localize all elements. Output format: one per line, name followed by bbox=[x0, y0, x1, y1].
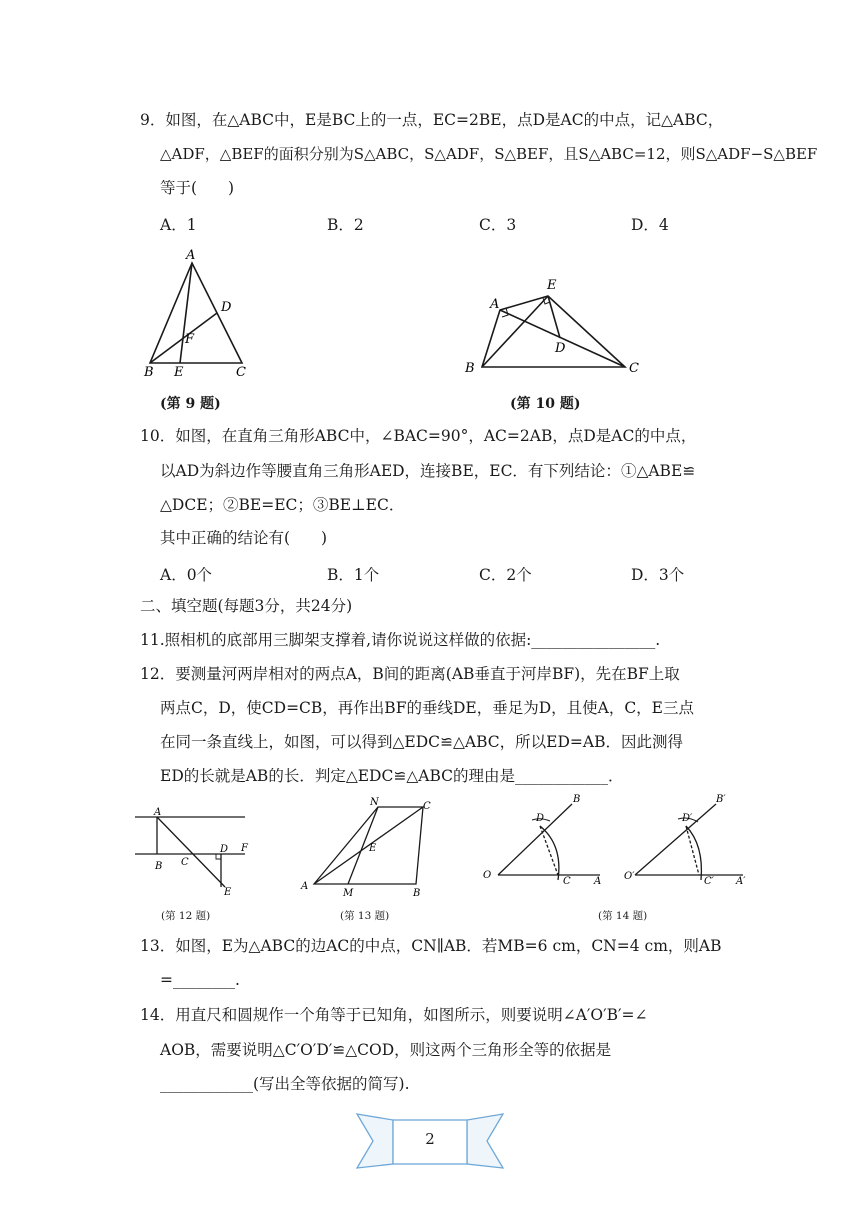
fig10-label-c: C bbox=[629, 361, 639, 376]
fig13-label-a: A bbox=[301, 881, 309, 892]
fig14-label-a-prime: A′ bbox=[736, 876, 746, 887]
fig12-label-d: D bbox=[220, 844, 229, 855]
q9-line2: △ADF，△BEF的面积分别为S△ABC，S△ADF，S△BEF，且S△ABC=12，则S△ADF−S△BEF bbox=[160, 145, 818, 163]
q9-option-d: D．4 bbox=[631, 216, 669, 234]
fig12-caption: (第 12 题) bbox=[161, 910, 211, 922]
q10-option-a: A．0个 bbox=[160, 566, 213, 584]
q9-option-b: B．2 bbox=[327, 216, 364, 234]
q10-option-c: C．2个 bbox=[479, 566, 532, 584]
figure-9 bbox=[140, 245, 260, 380]
fig13-label-e: E bbox=[369, 843, 377, 854]
fig14-label-a: A bbox=[594, 876, 602, 887]
fig10-label-e: E bbox=[547, 278, 557, 293]
q9-option-a: A．1 bbox=[160, 216, 197, 234]
fig14-label-o-prime: O′ bbox=[624, 871, 635, 882]
fig14-caption: (第 14 题) bbox=[598, 910, 648, 922]
fig12-label-f: F bbox=[241, 843, 248, 854]
fig12-label-e: E bbox=[224, 887, 232, 898]
q9-line3: 等于( ) bbox=[160, 179, 235, 197]
fig12-label-b: B bbox=[155, 861, 163, 872]
fig13-label-b: B bbox=[413, 888, 421, 899]
q14-line3: ____________(写出全等依据的简写). bbox=[160, 1075, 410, 1093]
fig9-label-e: E bbox=[174, 365, 184, 380]
fig9-label-f: F bbox=[185, 332, 195, 347]
fig13-label-m: M bbox=[343, 888, 354, 899]
fig9-label-d: D bbox=[221, 300, 232, 315]
q10-line3: △DCE；②BE=EC；③BE⊥EC． bbox=[160, 496, 405, 514]
fig13-label-n: N bbox=[370, 797, 379, 808]
fig10-label-d: D bbox=[555, 341, 566, 356]
fig9-caption: (第 9 题) bbox=[160, 396, 221, 412]
q9-option-c: C．3 bbox=[479, 216, 517, 234]
q14-line2: AOB，需要说明△C′O′D′≌△COD，则这两个三角形全等的依据是 bbox=[160, 1041, 612, 1059]
figure-13 bbox=[295, 795, 440, 900]
q12-line2: 两点C，D，使CD=CB，再作出BF的垂线DE，垂足为D，且使A，C，E三点 bbox=[160, 699, 694, 717]
fig10-caption: (第 10 题) bbox=[510, 396, 581, 412]
q10-option-d: D．3个 bbox=[631, 566, 685, 584]
q12-line4: ED的长就是AB的长．判定△EDC≌△ABC的理由是____________． bbox=[160, 767, 624, 785]
fig14-label-d-prime: D′ bbox=[682, 813, 693, 824]
q10-line2: 以AD为斜边作等腰直角三角形AED，连接BE，EC．有下列结论：①△ABE≌ bbox=[160, 462, 696, 480]
q10-option-b: B．1个 bbox=[327, 566, 380, 584]
q13-line1: 13．如图，E为△ABC的边AC的中点，CN∥AB．若MB=6 cm，CN=4 cm，则AB bbox=[140, 937, 722, 955]
figure-10 bbox=[460, 272, 650, 380]
q11-line: 11.照相机的底部用三脚架支撑着,请你说说这样做的依据:________________. bbox=[140, 631, 661, 649]
fig12-label-a: A bbox=[154, 807, 162, 818]
fig9-label-b: B bbox=[144, 365, 154, 380]
q10-line4: 其中正确的结论有( ) bbox=[160, 529, 328, 547]
fig9-label-c: C bbox=[236, 365, 246, 380]
fig12-label-c: C bbox=[181, 857, 189, 868]
fig9-label-a: A bbox=[186, 248, 196, 263]
fig14-label-b-prime: B′ bbox=[716, 794, 726, 805]
q12-line3: 在同一条直线上，如图，可以得到△EDC≌△ABC，所以ED=AB．因此测得 bbox=[160, 733, 683, 751]
figure-14 bbox=[478, 790, 758, 890]
figure-12 bbox=[130, 805, 260, 900]
fig14-label-o: O bbox=[483, 870, 492, 881]
q12-line1: 12．要测量河两岸相对的两点A，B间的距离(AB垂直于河岸BF)，先在BF上取 bbox=[140, 665, 680, 683]
fig13-label-c: C bbox=[423, 801, 431, 812]
q14-line1: 14．用直尺和圆规作一个角等于已知角，如图所示，则要说明∠A′O′B′=∠ bbox=[140, 1006, 648, 1024]
fig14-label-c-prime: C′ bbox=[704, 876, 714, 887]
q9-line1: 9．如图，在△ABC中，E是BC上的一点，EC=2BE，点D是AC的中点，记△ABC， bbox=[140, 111, 724, 129]
page-number: 2 bbox=[425, 1130, 435, 1148]
fig10-label-a: A bbox=[490, 297, 500, 312]
fig14-label-b: B bbox=[573, 794, 581, 805]
fig14-label-c: C bbox=[563, 876, 571, 887]
q10-line1: 10．如图，在直角三角形ABC中，∠BAC=90°，AC=2AB，点D是AC的中点， bbox=[140, 427, 697, 445]
fig14-label-d: D bbox=[536, 813, 545, 824]
section-2-heading: 二、填空题(每题3分，共24分) bbox=[140, 597, 353, 615]
q13-line2: =________. bbox=[160, 971, 240, 989]
fig10-label-b: B bbox=[465, 361, 475, 376]
fig13-caption: (第 13 题) bbox=[340, 910, 390, 922]
